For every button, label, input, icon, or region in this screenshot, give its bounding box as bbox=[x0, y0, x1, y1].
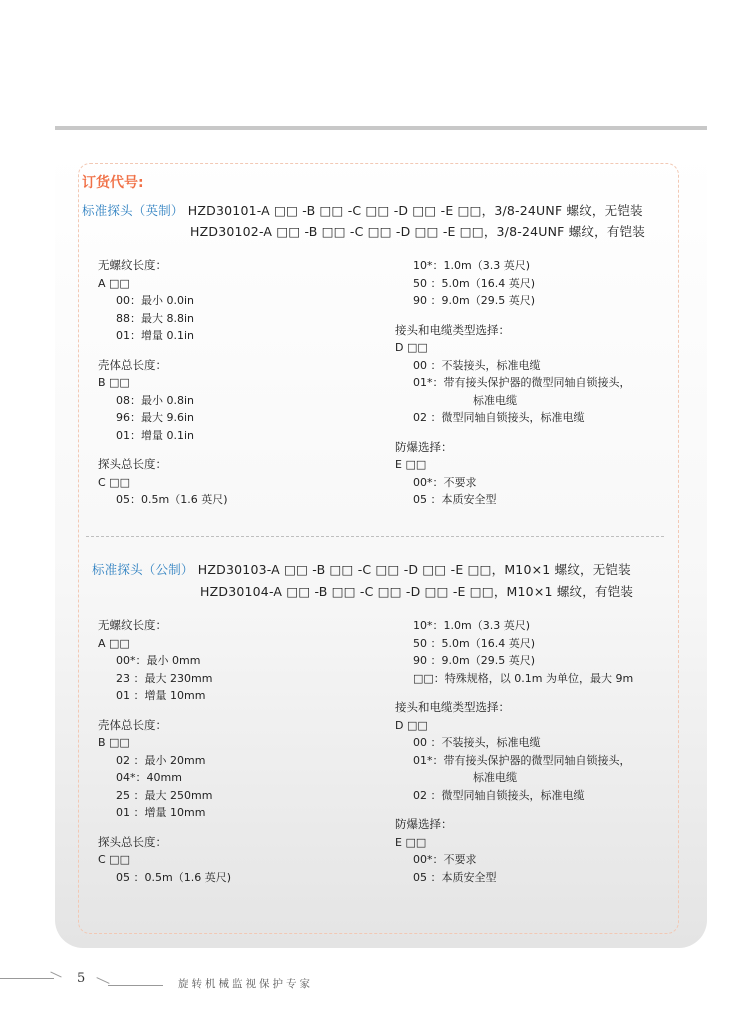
option-line: 01 ：增量 10mm bbox=[116, 806, 206, 819]
option-line: E □□ bbox=[395, 458, 427, 471]
spacer bbox=[98, 444, 228, 456]
option-line: 01：增量 0.1in bbox=[116, 428, 195, 442]
option-line: 25 ：最大 250mm bbox=[116, 788, 213, 802]
option-line: 01*：带有接头保护器的微型同轴自锁接头， bbox=[413, 376, 631, 389]
metric-header-line-1 bbox=[92, 560, 631, 578]
option-line: 05 ：本质安全型 bbox=[413, 493, 497, 506]
page-number: 5 bbox=[77, 971, 86, 986]
option-group-heading: 接头和电缆类型选择： bbox=[395, 322, 510, 337]
spacer bbox=[395, 804, 633, 816]
spacer bbox=[98, 345, 228, 357]
option-line: B □□ bbox=[98, 736, 130, 749]
option-line: E □□ bbox=[395, 835, 427, 849]
option-group-heading: 无螺纹长度： bbox=[98, 258, 167, 272]
option-line: □□：特殊规格，以 0.1m 为单位，最大 9m bbox=[413, 671, 634, 685]
footer-rule-right bbox=[108, 985, 163, 986]
option-line: 50 ：5.0m（16.4 英尺) bbox=[413, 636, 535, 650]
footer-rule-right-tick bbox=[96, 977, 109, 984]
option-line: 00 ：不装接头，标准电缆 bbox=[413, 736, 541, 749]
option-line: 标准电缆 bbox=[473, 771, 517, 784]
option-line: 08：最小 0.8in bbox=[116, 393, 195, 407]
option-line: 01*：带有接头保护器的微型同轴自锁接头， bbox=[413, 753, 631, 767]
top-divider bbox=[55, 126, 707, 130]
option-line: 04*：40mm bbox=[116, 771, 182, 784]
footer-rule-left-tick bbox=[50, 972, 61, 978]
option-line: 01 ：增量 10mm bbox=[116, 689, 206, 702]
option-line: 00 ：不装接头，标准电缆 bbox=[413, 358, 541, 372]
option-line: 00*：最小 0mm bbox=[116, 654, 201, 667]
option-group-heading: 无螺纹长度： bbox=[98, 618, 167, 632]
imperial-order-code-unarmored: HZD30101-A □□ -B □□ -C □□ -D □□ -E □□，3/8-24UNF 螺纹，无铠装 bbox=[187, 203, 643, 218]
option-line: 05 ：本质安全型 bbox=[413, 870, 497, 884]
option-line: 50 ：5.0m（16.4 英尺) bbox=[413, 276, 535, 290]
option-group-heading: 防爆选择： bbox=[395, 817, 453, 831]
option-line: 23 ：最大 230mm bbox=[116, 671, 213, 685]
metric-header-line-2 bbox=[200, 582, 633, 600]
option-line: 05：0.5m（1.6 英尺) bbox=[116, 493, 228, 506]
imperial-header-line-1 bbox=[82, 201, 643, 219]
option-line: 10*：1.0m（3.3 英尺) bbox=[413, 259, 530, 272]
option-line: 02 ：微型同轴自锁接头，标准电缆 bbox=[413, 411, 585, 424]
option-line: 02 ：最小 20mm bbox=[116, 753, 206, 767]
spacer bbox=[98, 705, 231, 717]
option-line: 01：增量 0.1in bbox=[116, 329, 195, 342]
option-line: 00*：不要求 bbox=[413, 475, 477, 489]
option-line: 00*：不要求 bbox=[413, 853, 477, 866]
option-line: 05 ：0.5m（1.6 英尺) bbox=[116, 870, 231, 884]
option-line: A □□ bbox=[98, 276, 130, 290]
spacer bbox=[98, 822, 231, 834]
option-line: A □□ bbox=[98, 636, 130, 650]
imperial-left-options bbox=[98, 257, 228, 509]
spacer bbox=[395, 310, 631, 322]
footer-rule-left bbox=[0, 978, 54, 979]
option-line: 90 ：9.0m（29.5 英尺) bbox=[413, 654, 535, 667]
imperial-right-options bbox=[395, 257, 631, 509]
spacer bbox=[395, 687, 633, 699]
metric-left-options bbox=[98, 617, 231, 886]
option-group-heading: 防爆选择： bbox=[395, 439, 453, 454]
metric-order-code-unarmored: HZD30103-A □□ -B □□ -C □□ -D □□ -E □□，M10×1 螺纹，无铠装 bbox=[197, 562, 631, 577]
option-line: 标准电缆 bbox=[473, 393, 517, 407]
option-group-heading: 壳体总长度： bbox=[98, 357, 167, 372]
section-separator bbox=[86, 536, 664, 537]
metric-order-code-armored: HZD30104-A □□ -B □□ -C □□ -D □□ -E □□，M10×1 螺纹，有铠装 bbox=[200, 584, 634, 599]
option-group-heading: 探头总长度： bbox=[98, 457, 167, 471]
option-line: 90 ：9.0m（29.5 英尺) bbox=[413, 294, 535, 307]
imperial-order-code-armored: HZD30102-A □□ -B □□ -C □□ -D □□ -E □□，3/8-24UNF 螺纹，有铠装 bbox=[190, 224, 645, 239]
option-group-heading: 探头总长度： bbox=[98, 834, 167, 849]
option-line: C □□ bbox=[98, 853, 130, 866]
option-line: 88：最大 8.8in bbox=[116, 311, 195, 325]
metric-right-options bbox=[395, 617, 633, 886]
option-group-heading: 壳体总长度： bbox=[98, 717, 167, 732]
option-line: C □□ bbox=[98, 475, 130, 489]
option-line: D □□ bbox=[395, 341, 428, 354]
option-line: 10*：1.0m（3.3 英尺) bbox=[413, 619, 530, 632]
option-line: D □□ bbox=[395, 718, 428, 732]
option-line: 00：最小 0.0in bbox=[116, 294, 195, 307]
option-group-heading: 接头和电缆类型选择： bbox=[395, 700, 510, 714]
option-line: 02 ：微型同轴自锁接头，标准电缆 bbox=[413, 788, 585, 802]
option-line: B □□ bbox=[98, 376, 130, 389]
footer-tagline: 旋转机械监视保护专家 bbox=[178, 978, 313, 990]
spacer bbox=[395, 427, 631, 439]
order-code-title: 订货代号: bbox=[82, 175, 144, 191]
imperial-header-line-2 bbox=[190, 222, 645, 240]
option-line: 96：最大 9.6in bbox=[116, 411, 195, 424]
imperial-probe-label: 标准探头（英制） bbox=[82, 203, 184, 218]
metric-probe-label: 标准探头（公制） bbox=[92, 562, 194, 577]
